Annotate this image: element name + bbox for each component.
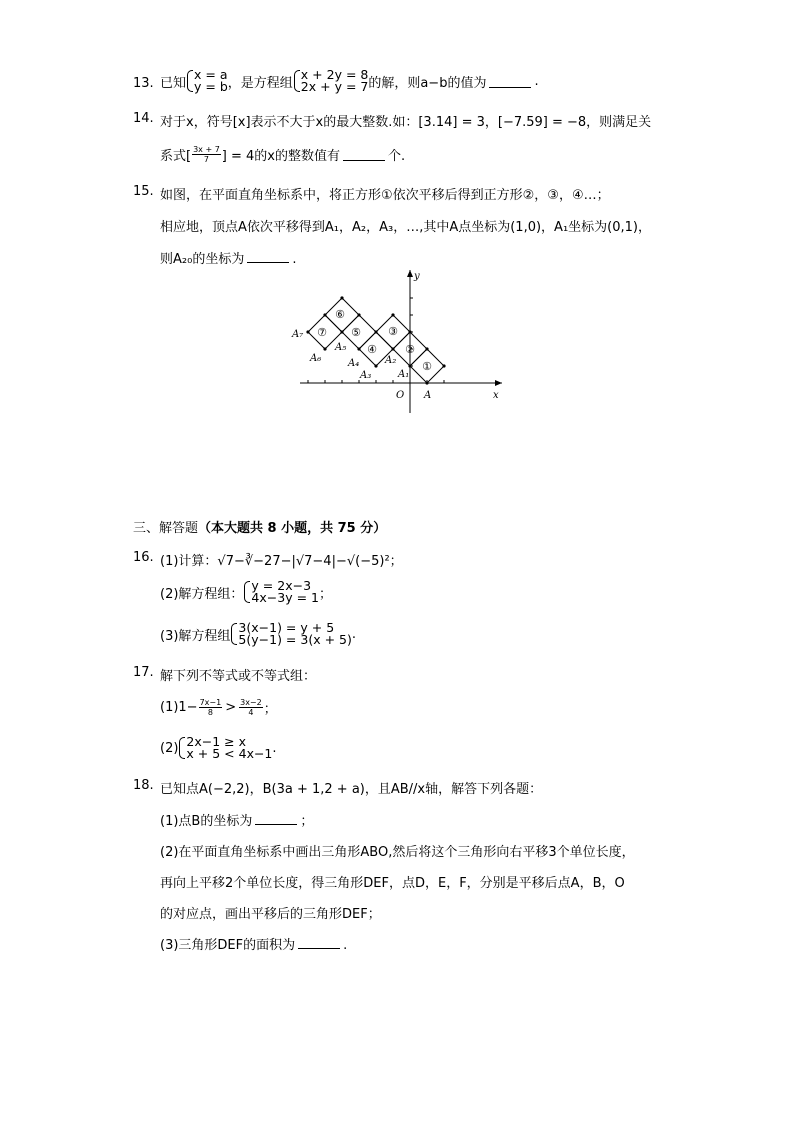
question-16-part-1: (1)计算：√7−∛−27−|√7−4|−√(−5)²；: [160, 554, 403, 569]
question-16-part-3: (3)解方程组 3(x−1) = y + 5 5(y−1) = 3(x + 5) .: [160, 620, 356, 647]
label-A1: A₁: [398, 369, 410, 380]
question-18-line-1: 已知点A(−2,2)，B(3a + 1,2 + a)，且AB//x轴，解答下列各题：: [160, 782, 543, 797]
label-A6: A₆: [310, 353, 322, 364]
answer-blank[interactable]: [247, 250, 289, 263]
question-17-line-1: 解下列不等式或不等式组：: [160, 669, 317, 684]
question-number: 15.: [133, 184, 154, 199]
text: 的解，则a−b的值为: [368, 75, 487, 91]
equation-system: x = a y = b: [186, 69, 228, 93]
equation-system: y = 2x−3 4x−3y = 1: [243, 580, 319, 604]
answer-blank[interactable]: [298, 936, 340, 949]
question-14-line-2: 系式[ $\frac{3x + 7}{7}$ ] = 4的x的整数值有 个.: [160, 144, 406, 164]
label-A2: A₂: [385, 355, 397, 366]
question-18-part-2-line-2: 再向上平移2个单位长度，得三角形DEF，点D，E，F，分别是平移后点A，B，O: [160, 876, 625, 891]
question-13-text: 已知 x = a y = b ，是方程组 x + 2y = 8 2x + y = 7 的解，则a−b的值为 .: [160, 67, 539, 94]
x-arrow-icon: [495, 380, 502, 386]
question-number: 18.: [133, 778, 154, 793]
question-number: 16.: [133, 550, 154, 565]
text: 已知: [160, 75, 187, 91]
question-number: 13.: [133, 76, 154, 91]
label-x: x: [493, 390, 499, 401]
label-A: A: [424, 390, 432, 401]
question-17-part-2: (2) 2x−1 ≥ x x + 5 < 4x−1 .: [160, 734, 277, 761]
inequality-system: 2x−1 ≥ x x + 5 < 4x−1: [178, 736, 272, 760]
question-number: 17.: [133, 665, 154, 680]
label-A3: A₃: [360, 370, 372, 381]
label-square-2: ②: [405, 343, 415, 356]
answer-blank[interactable]: [255, 812, 297, 825]
fraction: $\frac{3x-2}{4}$: [240, 697, 262, 717]
question-14-line-1: 对于x，符号[x]表示不大于x的最大整数.如：[3.14] = 3，[−7.59] = −8，则满足关: [160, 115, 652, 130]
question-15-line-3: 则A₂₀的坐标为 .: [160, 252, 297, 267]
label-A5: A₅: [335, 342, 347, 353]
question-18-part-2-line-1: (2)在平面直角坐标系中画出三角形ABO,然后将这个三角形向右平移3个单位长度，: [160, 845, 635, 860]
fraction: $\frac{3x + 7}{7}$: [193, 144, 220, 164]
label-square-5: ⑤: [351, 326, 361, 339]
question-15-line-2: 相应地，顶点A依次平移得到A₁，A₂，A₃，…,其中A点坐标为(1,0)，A₁坐标为(0,1)，: [160, 220, 651, 235]
label-A4: A₄: [348, 358, 360, 369]
label-square-7: ⑦: [317, 326, 327, 339]
question-15-line-1: 如图，在平面直角坐标系中，将正方形①依次平移后得到正方形②，③，④…；: [160, 188, 610, 203]
answer-blank[interactable]: [489, 75, 531, 88]
question-18-part-3: (3)三角形DEF的面积为 .: [160, 938, 348, 953]
label-square-6: ⑥: [335, 308, 345, 321]
fraction: $\frac{7x-1}{8}$: [199, 697, 222, 717]
label-square-1: ①: [422, 360, 432, 373]
equation-system: x + 2y = 8 2x + y = 7: [293, 69, 369, 93]
section-heading: 三、解答题（本大题共 8 小题，共 75 分）: [133, 521, 387, 536]
answer-blank[interactable]: [343, 148, 385, 161]
question-17-part-1: (1)1− $\frac{7x-1}{8}$ > $\frac{3x-2}{4}$ ；: [160, 697, 277, 717]
question-number: 14.: [133, 111, 154, 126]
text: ，是方程组: [227, 75, 293, 91]
coordinate-figure: [290, 265, 510, 415]
question-18-part-2-line-3: 的对应点，画出平移后的三角形DEF；: [160, 907, 381, 922]
equation-system: 3(x−1) = y + 5 5(y−1) = 3(x + 5): [230, 622, 351, 646]
label-square-4: ④: [367, 343, 377, 356]
label-origin: O: [396, 390, 405, 401]
label-y: y: [414, 271, 420, 282]
y-arrow-icon: [407, 270, 413, 277]
question-18-part-1: (1)点B的坐标为 ；: [160, 814, 314, 829]
label-A7: A₇: [292, 329, 304, 340]
question-16-part-2: (2)解方程组： y = 2x−3 4x−3y = 1 ；: [160, 578, 332, 605]
expression: √7−∛−27−|√7−4|−√(−5)²；: [217, 554, 403, 569]
label-square-3: ③: [388, 325, 398, 338]
